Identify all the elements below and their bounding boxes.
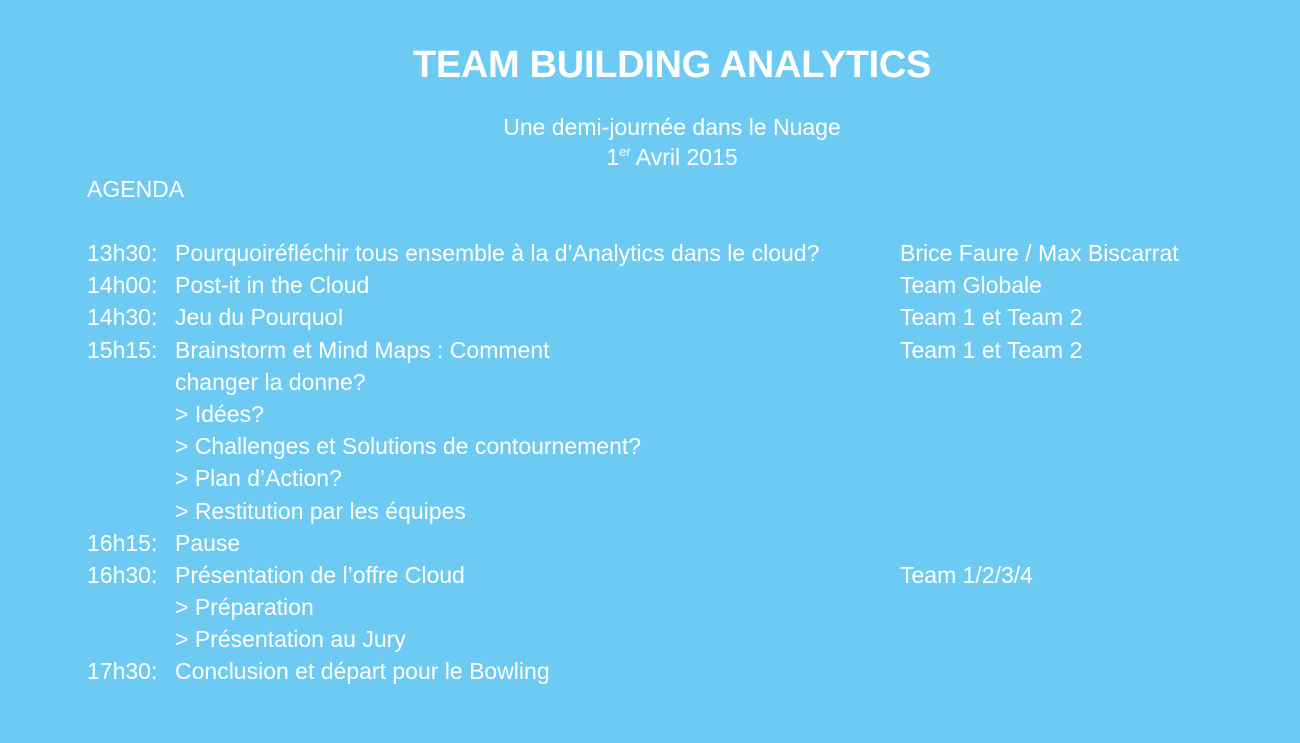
agenda-row <box>87 591 1267 623</box>
agenda-row <box>87 527 1267 559</box>
agenda-row <box>87 398 1267 430</box>
agenda-description: Pourquoiréfléchir tous ensemble à la d’Analytics dans le cloud? <box>175 240 820 266</box>
agenda-description: > Challenges et Solutions de contournement? <box>175 433 642 460</box>
agenda-time: 14h00: <box>87 272 158 299</box>
agenda-row <box>87 366 1267 398</box>
agenda-row <box>87 495 1267 527</box>
agenda-time: 15h15: <box>87 336 158 363</box>
date-rest: Avril 2015 <box>630 144 738 170</box>
agenda-row <box>87 559 1267 591</box>
agenda-row <box>87 334 1267 366</box>
agenda-description: > Préparation <box>175 594 314 621</box>
date-day: 1 <box>606 144 620 170</box>
agenda-description: changer la donne? <box>175 368 366 395</box>
agenda-description: Présentation de l’offre Cloud <box>175 561 465 588</box>
agenda-row <box>87 655 1267 687</box>
agenda-time: 17h30: <box>87 658 158 685</box>
agenda-team: Team 1 et Team 2 <box>900 304 1083 331</box>
agenda-description: Brainstorm et Mind Maps : Comment <box>175 336 550 363</box>
agenda-time: 16h15: <box>87 529 158 556</box>
agenda-description: > Idées? <box>175 400 264 427</box>
agenda-description: Pause <box>175 529 241 556</box>
agenda-description: Conclusion et départ pour le Bowling <box>175 658 550 685</box>
agenda-row <box>87 269 1267 301</box>
agenda-heading: AGENDA <box>87 176 185 202</box>
agenda-description: Post-it in the Cloud <box>175 272 370 299</box>
agenda-row <box>87 237 1267 269</box>
event-date <box>0 142 1300 172</box>
agenda-description: > Restitution par les équipes <box>175 497 466 524</box>
agenda-time: 16h30: <box>87 561 158 588</box>
agenda-row <box>87 462 1267 494</box>
agenda-team: Team 1/2/3/4 <box>900 561 1033 588</box>
agenda-time: 13h30: <box>87 240 158 266</box>
agenda-row <box>87 623 1267 655</box>
date-superscript: er <box>619 144 631 159</box>
subtitle: Une demi-journée dans le Nuage <box>503 114 841 140</box>
agenda-row <box>87 301 1267 333</box>
agenda-description: > Plan d’Action? <box>175 465 342 492</box>
page-title: TEAM BUILDING ANALYTICS <box>412 44 932 86</box>
agenda-description: Jeu du PourquoI <box>175 304 344 331</box>
agenda-team: Brice Faure / Max Biscarrat <box>900 240 1179 266</box>
agenda-list <box>87 237 1267 688</box>
agenda-team: Team 1 et Team 2 <box>900 336 1083 363</box>
agenda-team: Team Globale <box>900 272 1042 299</box>
agenda-description: > Présentation au Jury <box>175 626 406 653</box>
agenda-row <box>87 430 1267 462</box>
agenda-time: 14h30: <box>87 304 158 331</box>
